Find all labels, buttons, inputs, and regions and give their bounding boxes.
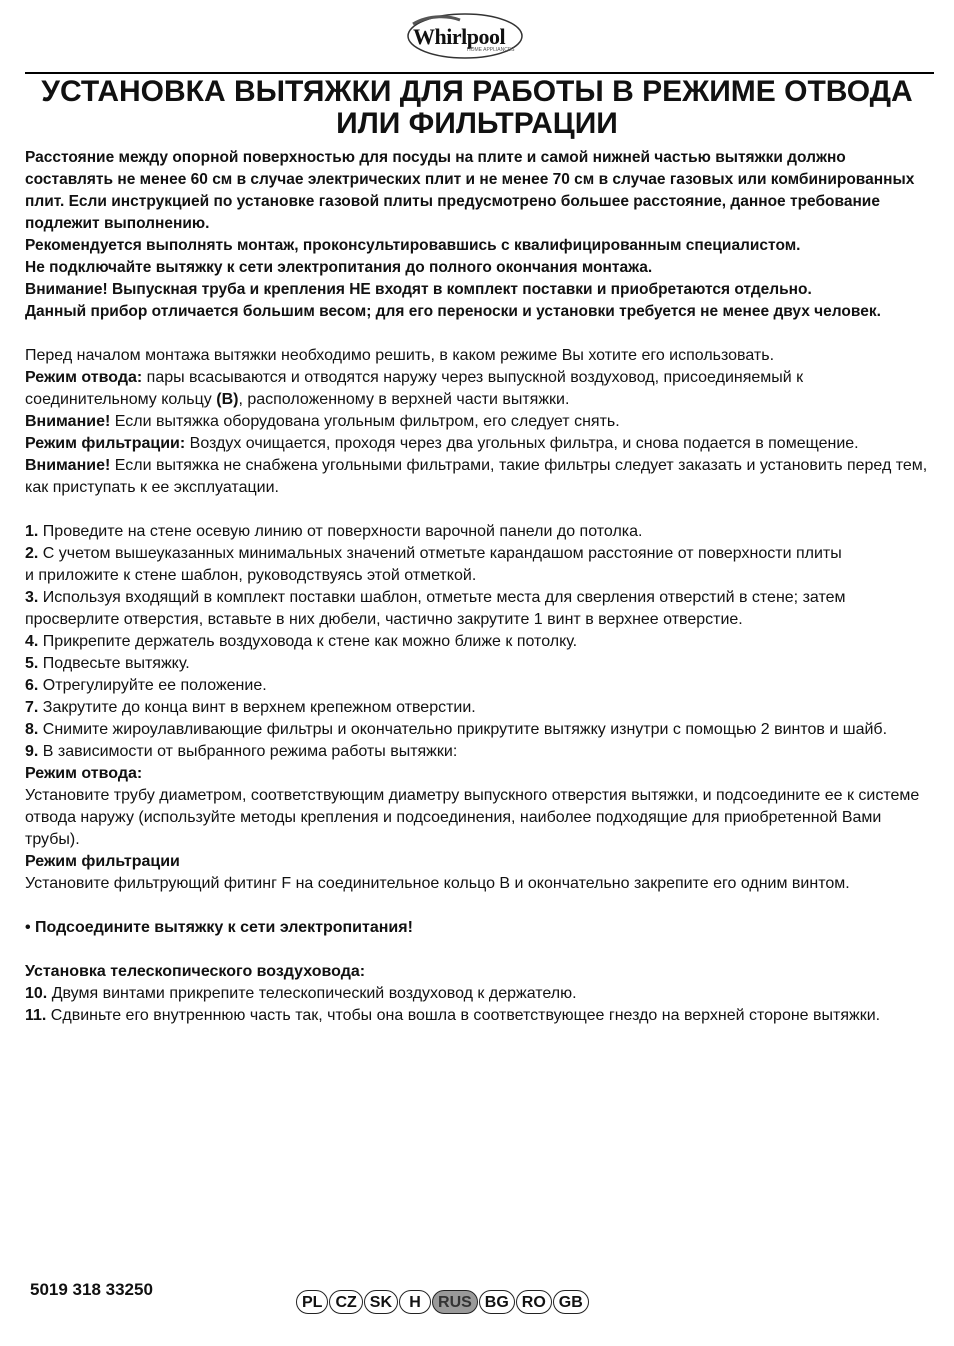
step-number: 7.: [25, 699, 39, 716]
step-item: [25, 741, 933, 763]
step-text: Закрутите до конца винт в верхнем крепежном отверстии.: [38, 699, 476, 716]
step-item: [25, 719, 933, 741]
step-item: [25, 675, 933, 697]
step-text: и приложите к стене шаблон, руководствуясь этой отметкой.: [25, 567, 477, 584]
exhaust-ring-ref: (B): [216, 391, 239, 408]
document-code: 5019 318 33250: [30, 1280, 153, 1299]
step9-filter-heading: [25, 851, 933, 873]
spacer: [25, 499, 933, 521]
step-item: [25, 631, 933, 653]
step9-filter-heading-text: Режим фильтрации: [25, 853, 180, 870]
step9-exhaust-heading-text: Режим отвода:: [25, 765, 143, 782]
step-text: Двумя винтами прикрепите телескопический воздуховод к держателю.: [47, 985, 577, 1002]
brand-tagline: HOME APPLIANCES: [467, 47, 515, 53]
connect-power-note-text: • Подсоедините вытяжку к сети электропитания!: [25, 919, 413, 936]
exhaust-mode: [25, 367, 933, 411]
spacer: [25, 895, 933, 917]
language-badge-h: H: [399, 1290, 431, 1314]
warning-power: Не подключайте вытяжку к сети электропитания до полного окончания монтажа.: [25, 259, 653, 276]
step-item: [25, 697, 933, 719]
attention-label: Внимание!: [25, 413, 111, 430]
filter-mode: [25, 433, 933, 455]
exhaust-mode-label: Режим отвода:: [25, 369, 143, 386]
language-badge-cz: CZ: [329, 1290, 362, 1314]
step-item: [25, 983, 933, 1005]
filter-mode-text: Воздух очищается, проходя через два угольных фильтра, и снова подается в помещение.: [185, 435, 859, 452]
step9-exhaust-heading: [25, 763, 933, 785]
language-badge-ro: RO: [516, 1290, 552, 1314]
step-item: [25, 653, 933, 675]
step-number: 10.: [25, 985, 48, 1002]
attention-filters: [25, 455, 933, 499]
intro-text: Перед началом монтажа вытяжки необходимо решить, в каком режиме Вы хотите его использовать.: [25, 347, 775, 364]
step-item: [25, 521, 933, 543]
step9-exhaust-text: Установите трубу диаметром, соответствующим диаметру выпускного отверстия вытяжки, и подсоедините ее к системе отвода наружу (используйте методы крепления и подсоединения, наиболее подходящие для приобретенной Вами трубы).: [25, 787, 920, 848]
language-badge-gb: GB: [553, 1290, 589, 1314]
attention-text: Если вытяжка оборудована угольным фильтром, его следует снять.: [110, 413, 620, 430]
attention-text: Если вытяжка не снабжена угольными фильтрами, такие фильтры следует заказать и установить перед тем, как приступать к ее эксплуатации.: [25, 457, 928, 496]
exhaust-mode-text-1: пары всасываются и отводятся наружу через выпускной воздуховод, присоединяемый к соединительному кольцу: [25, 369, 804, 408]
language-badge-bg: BG: [479, 1290, 515, 1314]
telescopic-heading: [25, 961, 933, 983]
document-body: [25, 147, 933, 1027]
attention-carbon: [25, 411, 933, 433]
step-number: 11.: [25, 1007, 47, 1024]
language-badge-rus: RUS: [432, 1290, 478, 1314]
step-text: С учетом вышеуказанных минимальных значений отметьте карандашом расстояние от поверхности плиты: [38, 545, 842, 562]
step-number: 5.: [25, 655, 39, 672]
safety-warnings: [25, 147, 933, 323]
step-number: 6.: [25, 677, 39, 694]
connect-power-note: [25, 917, 933, 939]
step-number: 4.: [25, 633, 39, 650]
step-item: [25, 1005, 933, 1027]
spacer: [25, 939, 933, 961]
step-number: 8.: [25, 721, 39, 738]
step-text: Отрегулируйте ее положение.: [38, 677, 267, 694]
step-number: 9.: [25, 743, 39, 760]
language-selector: [296, 1290, 589, 1314]
warning-weight: Данный прибор отличается большим весом; для его переноски и установки требуется не менее двух человек.: [25, 303, 881, 320]
step-item: [25, 543, 933, 565]
spacer: [25, 323, 933, 345]
warning-distance: Расстояние между опорной поверхностью для посуды на плите и самой нижней частью вытяжки должно составлять не менее 60 см в случае электрических плит и не менее 70 см в случае газовых или комбинированных плит. Если инструкцией по установке газовой плиты предусмотрено большее расстояние, данное требование подлежит выполнению.: [25, 149, 915, 232]
step-text: Проведите на стене осевую линию от поверхности варочной панели до потолка.: [38, 523, 643, 540]
language-badge-pl: PL: [296, 1290, 328, 1314]
step-item: [25, 587, 933, 631]
step-text: Подвесьте вытяжку.: [38, 655, 190, 672]
warning-specialist: Рекомендуется выполнять монтаж, проконсультировавшись с квалифицированным специалистом.: [25, 237, 801, 254]
step9-filter-text: Установите фильтрующий фитинг F на соединительное кольцо B и окончательно закрепите его одним винтом.: [25, 875, 850, 892]
step-number: 3.: [25, 589, 39, 606]
telescopic-heading-text: Установка телескопического воздуховода:: [25, 963, 366, 980]
exhaust-mode-text-2: , расположенному в верхней части вытяжки.: [238, 391, 570, 408]
step-text: Сдвиньте его внутреннюю часть так, чтобы она вошла в соответствующее гнездо на верхней стороне вытяжки.: [46, 1007, 881, 1024]
brand-name: Whirlpool: [413, 24, 506, 49]
header-rule: [25, 72, 934, 74]
step-number: 2.: [25, 545, 39, 562]
step-text: Снимите жироулавливающие фильтры и окончательно прикрутите вытяжку изнутри с помощью 2 винтов и шайб.: [38, 721, 888, 738]
step-text: В зависимости от выбранного режима работы вытяжки:: [38, 743, 458, 760]
warning-pipe: Внимание! Выпускная труба и крепления НЕ входят в комплект поставки и приобретаются отдельно.: [25, 281, 812, 298]
step-text: Используя входящий в комплект поставки шаблон, отметьте места для сверления отверстий в стене; затем просверлите отверстия, вставьте в них дюбели, частично закрутите 1 винт в верхнее отверстие.: [25, 589, 846, 628]
whirlpool-logo: [405, 6, 530, 64]
filter-mode-label: Режим фильтрации:: [25, 435, 186, 452]
step-number: 1.: [25, 523, 39, 540]
page-title: УСТАНОВКА ВЫТЯЖКИ ДЛЯ РАБОТЫ В РЕЖИМЕ ОТВОДА ИЛИ ФИЛЬТРАЦИИ: [41, 75, 913, 140]
step-text: Прикрепите держатель воздуховода к стене как можно ближе к потолку.: [38, 633, 578, 650]
installation-steps: [25, 521, 933, 895]
attention-label: Внимание!: [25, 457, 111, 474]
language-badge-sk: SK: [364, 1290, 398, 1314]
step-item: [25, 565, 933, 587]
